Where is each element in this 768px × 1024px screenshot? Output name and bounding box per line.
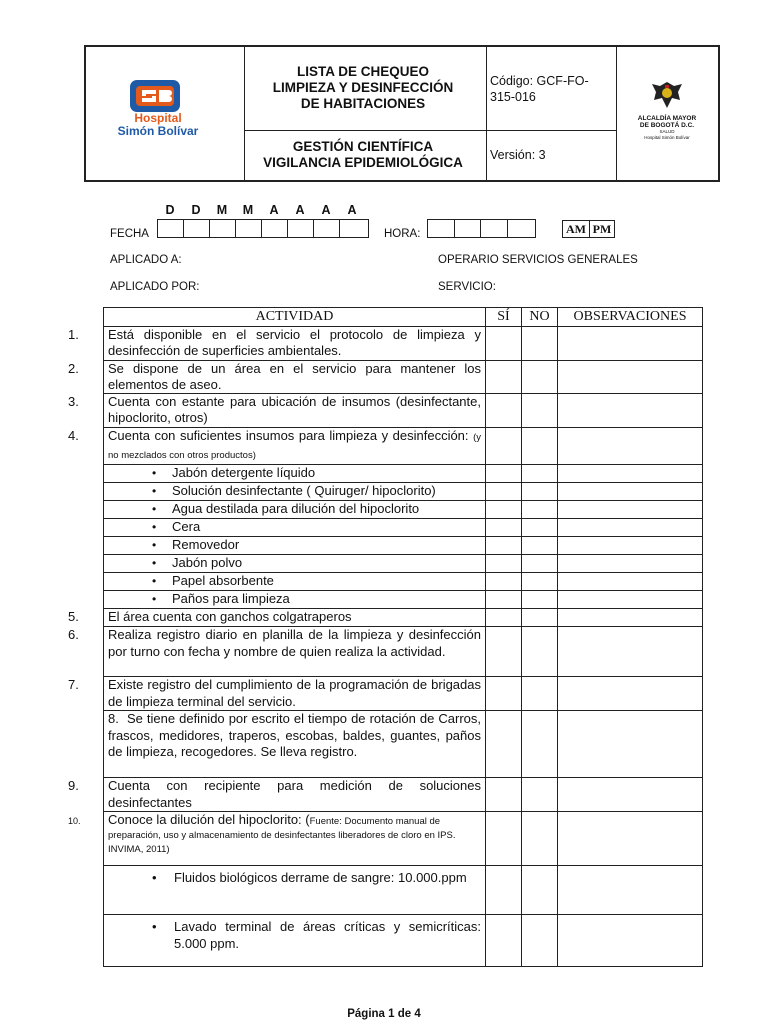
hora-label: HORA:	[384, 228, 421, 240]
obs-cell[interactable]	[558, 327, 703, 361]
alcaldia-logo: ALCALDÍA MAYOR DE BOGOTÁ D.C. SALUD Hospital Simón Bolívar	[628, 80, 706, 144]
aplicado-por-label: APLICADO POR:	[110, 281, 200, 293]
table-row: 10. Conoce la dilución del hipoclorito: (Fuente: Documento manual de preparación, uso y almacenamiento de desinfectantes liberadores de cloro en IPS. INVIMA, 2011)	[104, 812, 703, 866]
no-cell[interactable]	[522, 327, 558, 361]
table-row: 1. Está disponible en el servicio el protocolo de limpieza y desinfección de superficies ambientales.	[104, 327, 703, 361]
no-cell[interactable]	[522, 394, 558, 428]
list-item: • Paños para limpieza	[104, 591, 703, 609]
table-row: 2. Se dispone de un área en el servicio para mantener los elementos de aseo.	[104, 360, 703, 394]
list-item: • Jabón polvo	[104, 555, 703, 573]
no-cell[interactable]	[522, 427, 558, 465]
table-row: 8. Se tiene definido por escrito el tiempo de rotación de Carros, frascos, medidores, traperos, escobas, baldes, guantes, paños de limpieza, recogedores. Se lleva registro.	[104, 711, 703, 778]
bullet-icon: •	[152, 919, 157, 935]
obs-cell[interactable]	[558, 427, 703, 465]
table-row: 3. Cuenta con estante para ubicación de insumos (desinfectante, hipoclorito, otros)	[104, 394, 703, 428]
list-item: • Removedor	[104, 537, 703, 555]
doc-title: LISTA DE CHEQUEO LIMPIEZA Y DESINFECCIÓN DE HABITACIONES	[272, 64, 454, 111]
header-observaciones: OBSERVACIONES	[558, 308, 703, 327]
si-cell[interactable]	[486, 327, 522, 361]
table-row: 4. Cuenta con suficientes insumos para limpieza y desinfección: (y no mezclados con otros productos)	[104, 427, 703, 465]
hospital-logo	[108, 78, 208, 140]
si-cell[interactable]	[486, 394, 522, 428]
am-option[interactable]: AM	[562, 220, 590, 238]
obs-cell[interactable]	[558, 360, 703, 394]
pm-option[interactable]: PM	[589, 220, 615, 238]
doc-version: Versión: 3	[490, 148, 546, 162]
fecha-input[interactable]	[157, 219, 369, 238]
list-item: • Papel absorbente	[104, 573, 703, 591]
checklist-table	[68, 307, 703, 967]
page-number: Página 1 de 4	[347, 1008, 421, 1020]
table-row: 5. El área cuenta con ganchos colgatraperos	[104, 609, 703, 627]
obs-cell[interactable]	[558, 394, 703, 428]
si-cell[interactable]	[486, 360, 522, 394]
list-item: • Fluidos biológicos derrame de sangre: 10.000.ppm	[104, 866, 703, 915]
no-cell[interactable]	[522, 360, 558, 394]
list-item: • Agua destilada para dilución del hipoclorito	[104, 501, 703, 519]
fecha-label: FECHA	[110, 228, 149, 240]
aplicado-a-label: APLICADO A:	[110, 254, 182, 266]
coat-of-arms-icon	[650, 80, 684, 110]
table-row: 7. Existe registro del cumplimiento de la programación de brigadas de limpieza terminal del servicio.	[104, 677, 703, 711]
doc-code: Código: GCF-FO- 315-016	[490, 74, 589, 104]
list-item: • Solución desinfectante ( Quiruger/ hipoclorito)	[104, 483, 703, 501]
header-no: NO	[522, 308, 558, 327]
logo-line2: Simón Bolívar	[117, 124, 199, 138]
table-row: 9. Cuenta con recipiente para medición de soluciones desinfectantes	[104, 778, 703, 812]
hora-input[interactable]	[427, 219, 536, 238]
logo-line1: Hospital	[134, 111, 182, 125]
list-item: • Lavado terminal de áreas críticas y semicríticas: 5.000 ppm.	[104, 915, 703, 967]
operario-label: OPERARIO SERVICIOS GENERALES	[438, 254, 638, 266]
header-si: SÍ	[486, 308, 522, 327]
doc-subtitle: GESTIÓN CIENTÍFICA VIGILANCIA EPIDEMIOLÓGICA	[263, 139, 463, 170]
list-item: • Jabón detergente líquido	[104, 465, 703, 483]
header-actividad: ACTIVIDAD	[104, 308, 486, 327]
servicio-label: SERVICIO:	[438, 281, 496, 293]
list-item: • Cera	[104, 519, 703, 537]
bullet-icon: •	[152, 870, 157, 886]
table-row: 6. Realiza registro diario en planilla de la limpieza y desinfección por turno con fecha y nombre de quien realiza la actividad.	[104, 627, 703, 677]
si-cell[interactable]	[486, 427, 522, 465]
